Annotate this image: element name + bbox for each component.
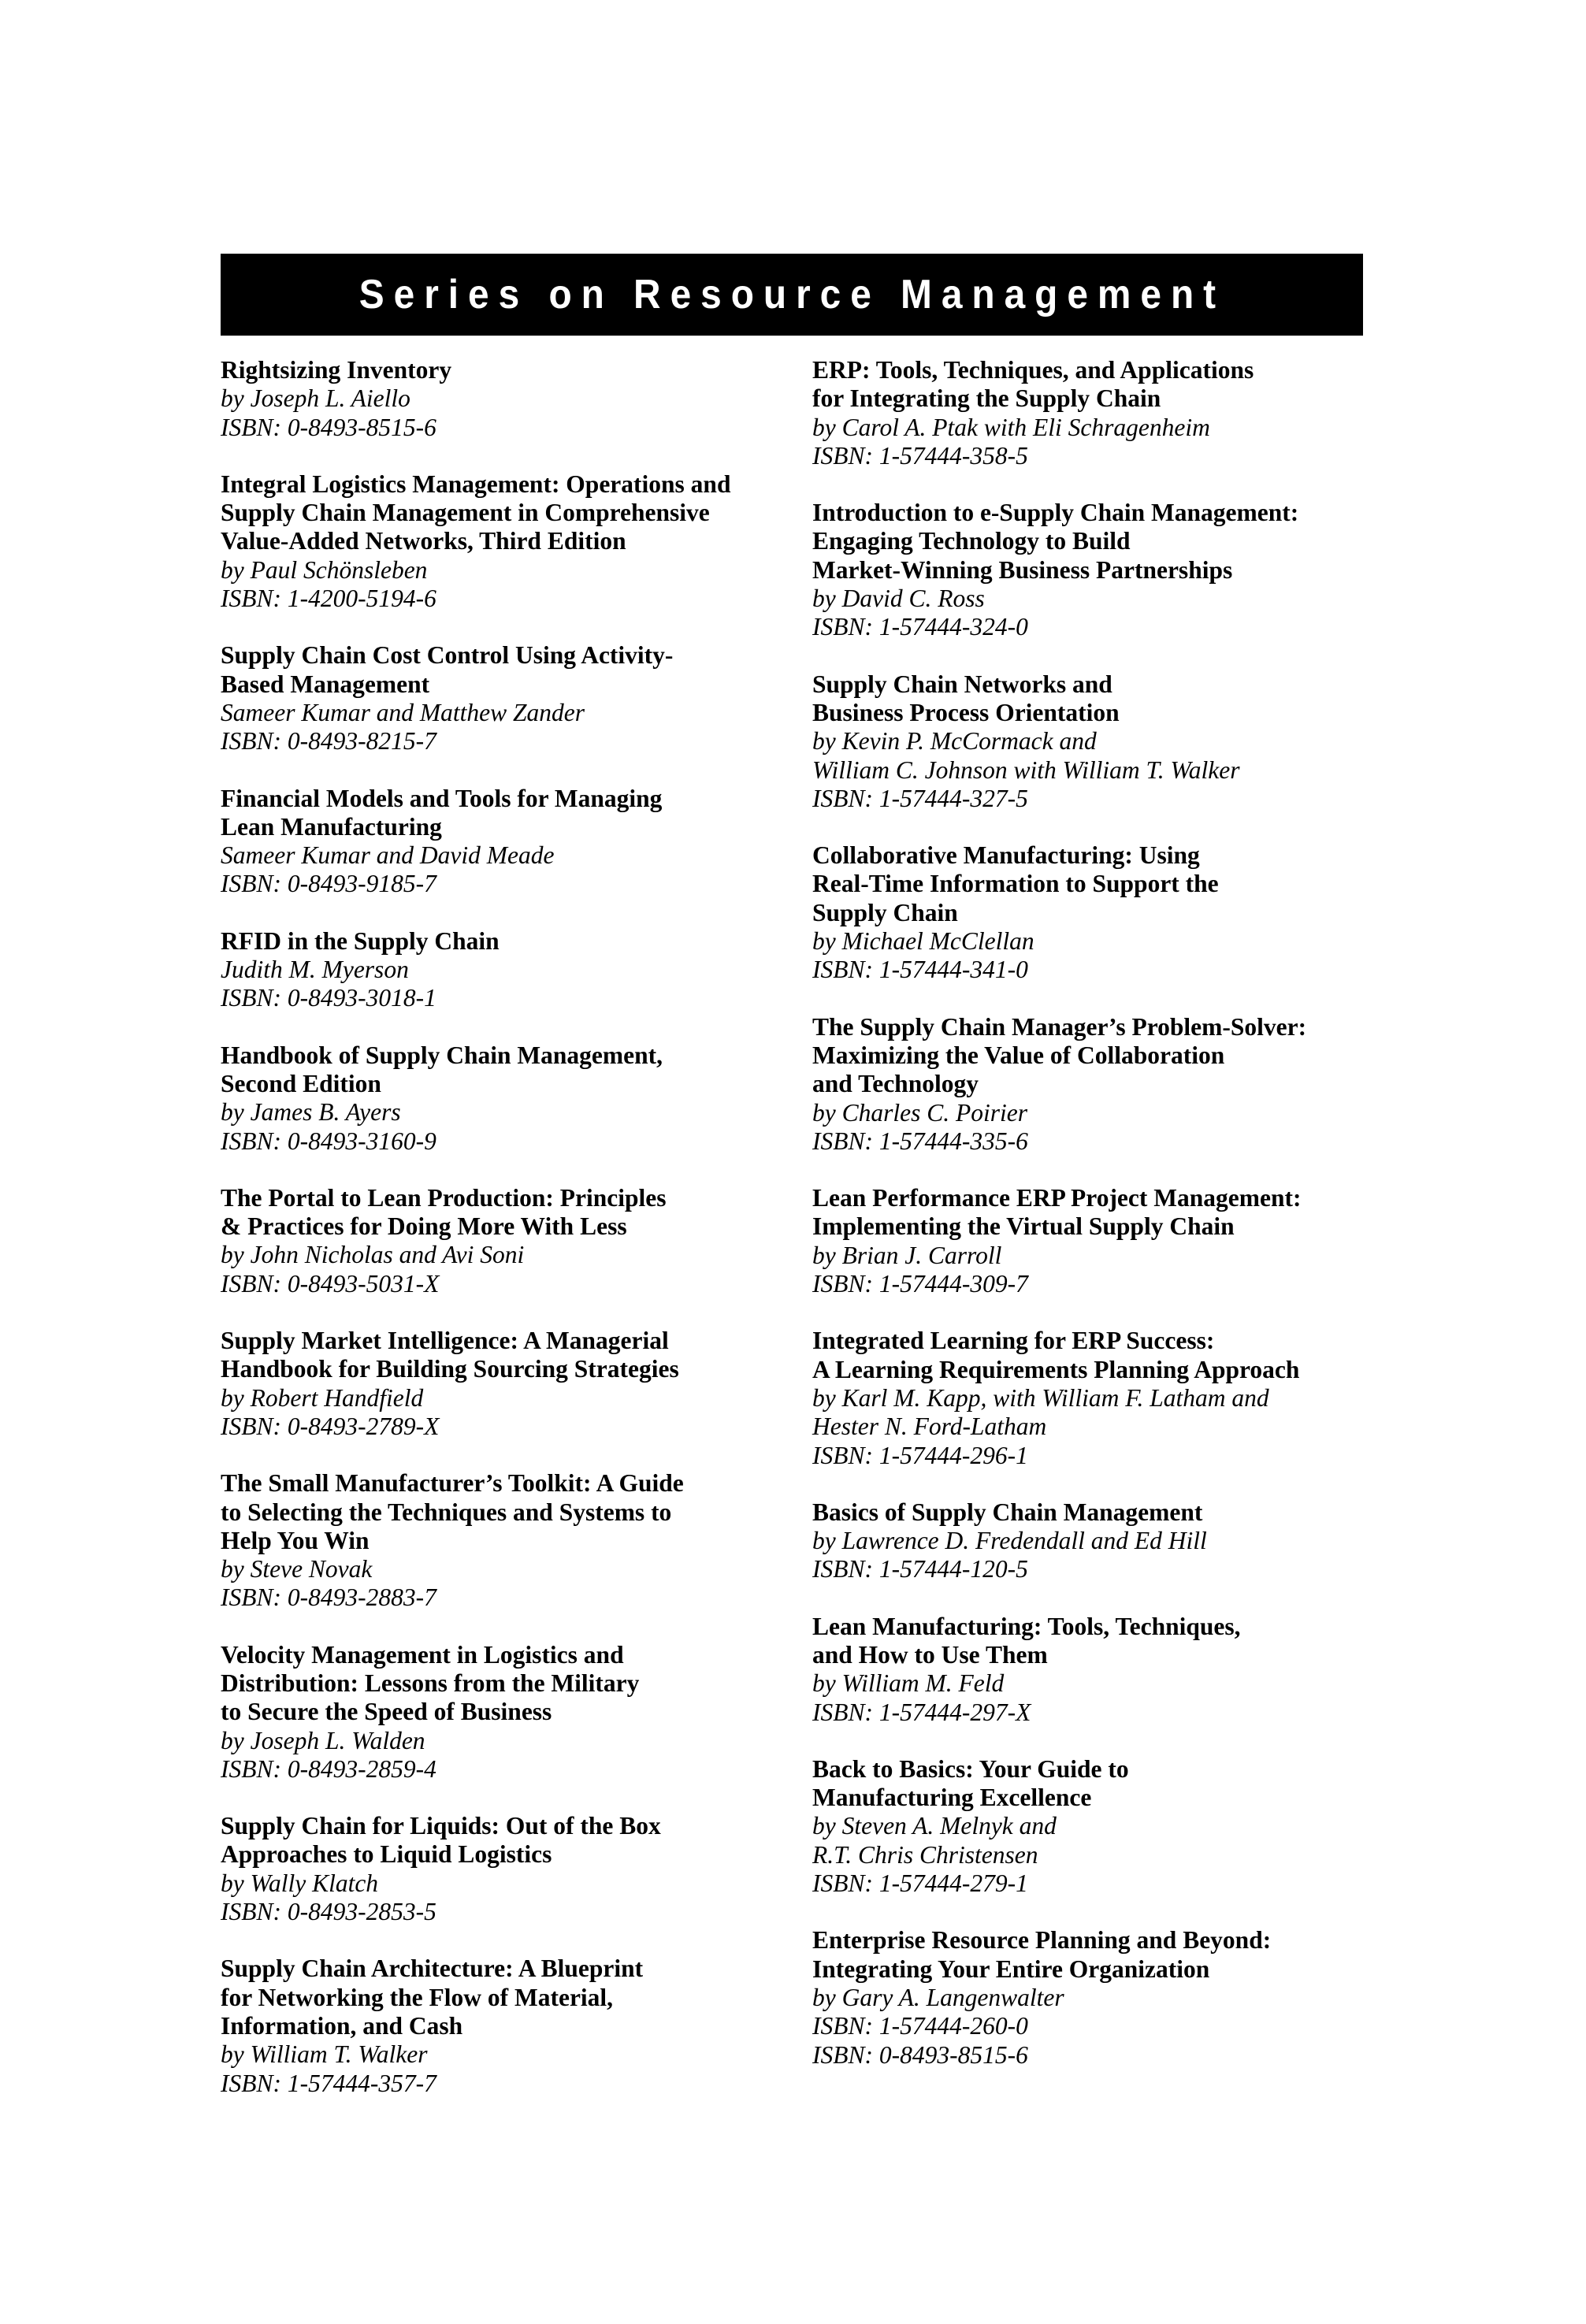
book-entry — [221, 1469, 819, 1612]
book-title-line: Lean Performance ERP Project Management: — [812, 1184, 1302, 1212]
series-banner — [221, 254, 1363, 336]
book-title-line: Based Management — [221, 670, 430, 698]
book-title-line: Integral Logistics Management: Operations and — [221, 470, 731, 498]
book-author-line: by Brian J. Carroll — [812, 1241, 1002, 1269]
book-isbn-line: ISBN: 0-8493-8515-6 — [221, 413, 436, 441]
book-entry — [812, 1613, 1411, 1727]
book-author-line: by William M. Feld — [812, 1669, 1005, 1698]
book-title-line: ERP: Tools, Techniques, and Applications — [812, 356, 1254, 384]
book-entry — [812, 499, 1411, 641]
book-isbn-line: ISBN: 0-8493-2789-X — [221, 1412, 440, 1440]
book-author-line: by Charles C. Poirier — [812, 1098, 1027, 1127]
book-author-line: by Wally Klatch — [221, 1869, 379, 1897]
book-author-line: Sameer Kumar and Matthew Zander — [221, 698, 585, 726]
book-title-line: Supply Chain Management in Comprehensive — [221, 499, 710, 527]
book-author-line: R.T. Chris Christensen — [812, 1840, 1038, 1869]
book-author-line: by James B. Ayers — [221, 1098, 401, 1127]
book-author-line: by William T. Walker — [221, 2040, 428, 2069]
book-author-line: by Steve Novak — [221, 1555, 373, 1583]
book-author-line: Sameer Kumar and David Meade — [221, 841, 555, 870]
book-title-line: Supply Chain Cost Control Using Activity- — [221, 641, 674, 670]
book-title-line: Supply Chain for Liquids: Out of the Box — [221, 1812, 661, 1840]
book-entry — [812, 670, 1411, 813]
book-title-line: Enterprise Resource Planning and Beyond: — [812, 1926, 1272, 1955]
book-entry — [221, 470, 819, 613]
book-author-line: by Steven A. Melnyk and — [812, 1812, 1057, 1840]
book-entry — [812, 1498, 1411, 1584]
book-title-line: Information, and Cash — [221, 2011, 463, 2040]
book-title-line: for Networking the Flow of Material, — [221, 1983, 614, 2011]
book-author-line: by Kevin P. McCormack and — [812, 727, 1097, 755]
book-title-line: The Small Manufacturer’s Toolkit: A Guide — [221, 1469, 684, 1498]
book-title-line: to Selecting the Techniques and Systems to — [221, 1498, 672, 1526]
book-title-line: Business Process Orientation — [812, 698, 1120, 726]
book-title-line: & Practices for Doing More With Less — [221, 1212, 627, 1241]
book-entry — [221, 785, 819, 899]
book-title-line: Introduction to e-Supply Chain Management: — [812, 499, 1299, 527]
book-title-line: Lean Manufacturing: Tools, Techniques, — [812, 1612, 1241, 1640]
book-entry — [221, 1041, 819, 1156]
book-entry — [812, 1013, 1411, 1156]
book-isbn-line: ISBN: 1-57444-327-5 — [812, 784, 1028, 812]
book-isbn-line: ISBN: 1-57444-260-0 — [812, 2012, 1028, 2040]
book-title-line: Supply Chain Architecture: A Blueprint — [221, 1955, 644, 1983]
book-entry — [221, 1641, 819, 1784]
book-entry — [221, 641, 819, 755]
book-isbn-line: ISBN: 0-8493-8515-6 — [812, 2040, 1028, 2069]
book-title-line: RFID in the Supply Chain — [221, 926, 500, 955]
book-author-line: by Robert Handfield — [221, 1383, 424, 1412]
book-title-line: and Technology — [812, 1070, 979, 1098]
book-title-line: Value-Added Networks, Third Edition — [221, 527, 626, 555]
book-isbn-line: ISBN: 1-57444-309-7 — [812, 1270, 1028, 1298]
book-title-line: Manufacturing Excellence — [812, 1784, 1092, 1812]
book-title-line: Help You Win — [221, 1526, 370, 1554]
book-isbn-line: ISBN: 0-8493-2859-4 — [221, 1754, 436, 1783]
book-title-line: and How to Use Them — [812, 1640, 1048, 1669]
book-author-line: by Lawrence D. Fredendall and Ed Hill — [812, 1527, 1207, 1555]
book-entry — [812, 1926, 1411, 2069]
book-author-line: by Paul Schönsleben — [221, 555, 428, 584]
book-isbn-line: ISBN: 0-8493-9185-7 — [221, 870, 436, 898]
book-isbn-line: ISBN: 1-57444-335-6 — [812, 1127, 1028, 1155]
book-title-line: Supply Market Intelligence: A Managerial — [221, 1327, 669, 1355]
book-title-line: Supply Chain Networks and — [812, 670, 1112, 698]
book-entry — [221, 927, 819, 1013]
book-isbn-line: ISBN: 0-8493-2883-7 — [221, 1583, 436, 1612]
book-author-line: by Joseph L. Aiello — [221, 384, 410, 413]
book-entry — [221, 356, 819, 442]
book-title-line: Real-Time Information to Support the — [812, 870, 1219, 898]
book-title-line: The Portal to Lean Production: Principles — [221, 1183, 667, 1212]
book-title-line: The Supply Chain Manager’s Problem-Solver: — [812, 1012, 1307, 1041]
book-entry — [221, 1955, 819, 2097]
book-title-line: Second Edition — [221, 1069, 381, 1097]
book-isbn-line: ISBN: 0-8493-5031-X — [221, 1269, 440, 1298]
book-entry — [812, 1184, 1411, 1298]
book-title-line: Handbook for Building Sourcing Strategies — [221, 1355, 679, 1383]
book-author-line: William C. Johnson with William T. Walker — [812, 755, 1240, 784]
book-title-line: Supply Chain — [812, 898, 958, 926]
book-author-line: by Joseph L. Walden — [221, 1726, 425, 1754]
book-isbn-line: ISBN: 0-8493-2853-5 — [221, 1898, 436, 1926]
book-title-line: Velocity Management in Logistics and — [221, 1640, 624, 1669]
book-entry — [812, 1755, 1411, 1898]
book-isbn-line: ISBN: 1-57444-357-7 — [221, 2069, 436, 2097]
book-title-line: Financial Models and Tools for Managing — [221, 784, 663, 812]
book-title-line: Approaches to Liquid Logistics — [221, 1840, 552, 1869]
book-author-line: by John Nicholas and Avi Soni — [221, 1241, 525, 1269]
book-author-line: Hester N. Ford-Latham — [812, 1413, 1047, 1441]
book-isbn-line: ISBN: 1-57444-341-0 — [812, 956, 1028, 984]
book-isbn-line: ISBN: 1-57444-296-1 — [812, 1441, 1028, 1469]
book-author-line: by Carol A. Ptak with Eli Schragenheim — [812, 413, 1210, 441]
book-title-line: Distribution: Lessons from the Military — [221, 1669, 640, 1697]
book-isbn-line: ISBN: 0-8493-3018-1 — [221, 984, 436, 1012]
book-title-line: for Integrating the Supply Chain — [812, 384, 1161, 413]
book-isbn-line: ISBN: 1-57444-279-1 — [812, 1869, 1028, 1898]
book-isbn-line: ISBN: 1-57444-297-X — [812, 1698, 1031, 1726]
book-title-line: Rightsizing Inventory — [221, 356, 452, 384]
left-column — [221, 356, 819, 2126]
book-isbn-line: ISBN: 0-8493-8215-7 — [221, 727, 436, 755]
book-entry — [812, 841, 1411, 984]
book-title-line: Collaborative Manufacturing: Using — [812, 841, 1200, 870]
book-title-line: Integrating Your Entire Organization — [812, 1955, 1210, 1983]
book-author-line: Judith M. Myerson — [221, 956, 409, 984]
book-author-line: by David C. Ross — [812, 585, 985, 613]
book-entry — [221, 1327, 819, 1441]
book-title-line: Handbook of Supply Chain Management, — [221, 1041, 663, 1069]
book-title-line: A Learning Requirements Planning Approach — [812, 1355, 1300, 1383]
book-isbn-line: ISBN: 1-57444-324-0 — [812, 613, 1028, 641]
book-title-line: Maximizing the Value of Collaboration — [812, 1041, 1225, 1069]
book-isbn-line: ISBN: 1-4200-5194-6 — [221, 585, 436, 613]
book-isbn-line: ISBN: 1-57444-120-5 — [812, 1555, 1028, 1583]
book-entry — [812, 1327, 1411, 1469]
book-title-line: to Secure the Speed of Business — [221, 1698, 552, 1726]
book-entry — [221, 1812, 819, 1926]
book-title-line: Integrated Learning for ERP Success: — [812, 1327, 1215, 1355]
book-title-line: Back to Basics: Your Guide to — [812, 1754, 1129, 1783]
book-author-line: by Karl M. Kapp, with William F. Latham and — [812, 1383, 1269, 1412]
book-title-line: Market-Winning Business Partnerships — [812, 555, 1233, 584]
right-column — [812, 356, 1411, 2098]
book-isbn-line: ISBN: 1-57444-358-5 — [812, 441, 1028, 470]
book-author-line: by Michael McClellan — [812, 927, 1034, 956]
book-title-line: Lean Manufacturing — [221, 812, 442, 841]
book-title-line: Implementing the Virtual Supply Chain — [812, 1212, 1235, 1241]
series-title: Series on Resource Management — [358, 272, 1225, 317]
book-entry — [221, 1184, 819, 1298]
book-isbn-line: ISBN: 0-8493-3160-9 — [221, 1127, 436, 1155]
book-entry — [812, 356, 1411, 470]
book-title-line: Engaging Technology to Build — [812, 527, 1131, 555]
book-title-line: Basics of Supply Chain Management — [812, 1498, 1203, 1526]
book-author-line: by Gary A. Langenwalter — [812, 1983, 1064, 2011]
